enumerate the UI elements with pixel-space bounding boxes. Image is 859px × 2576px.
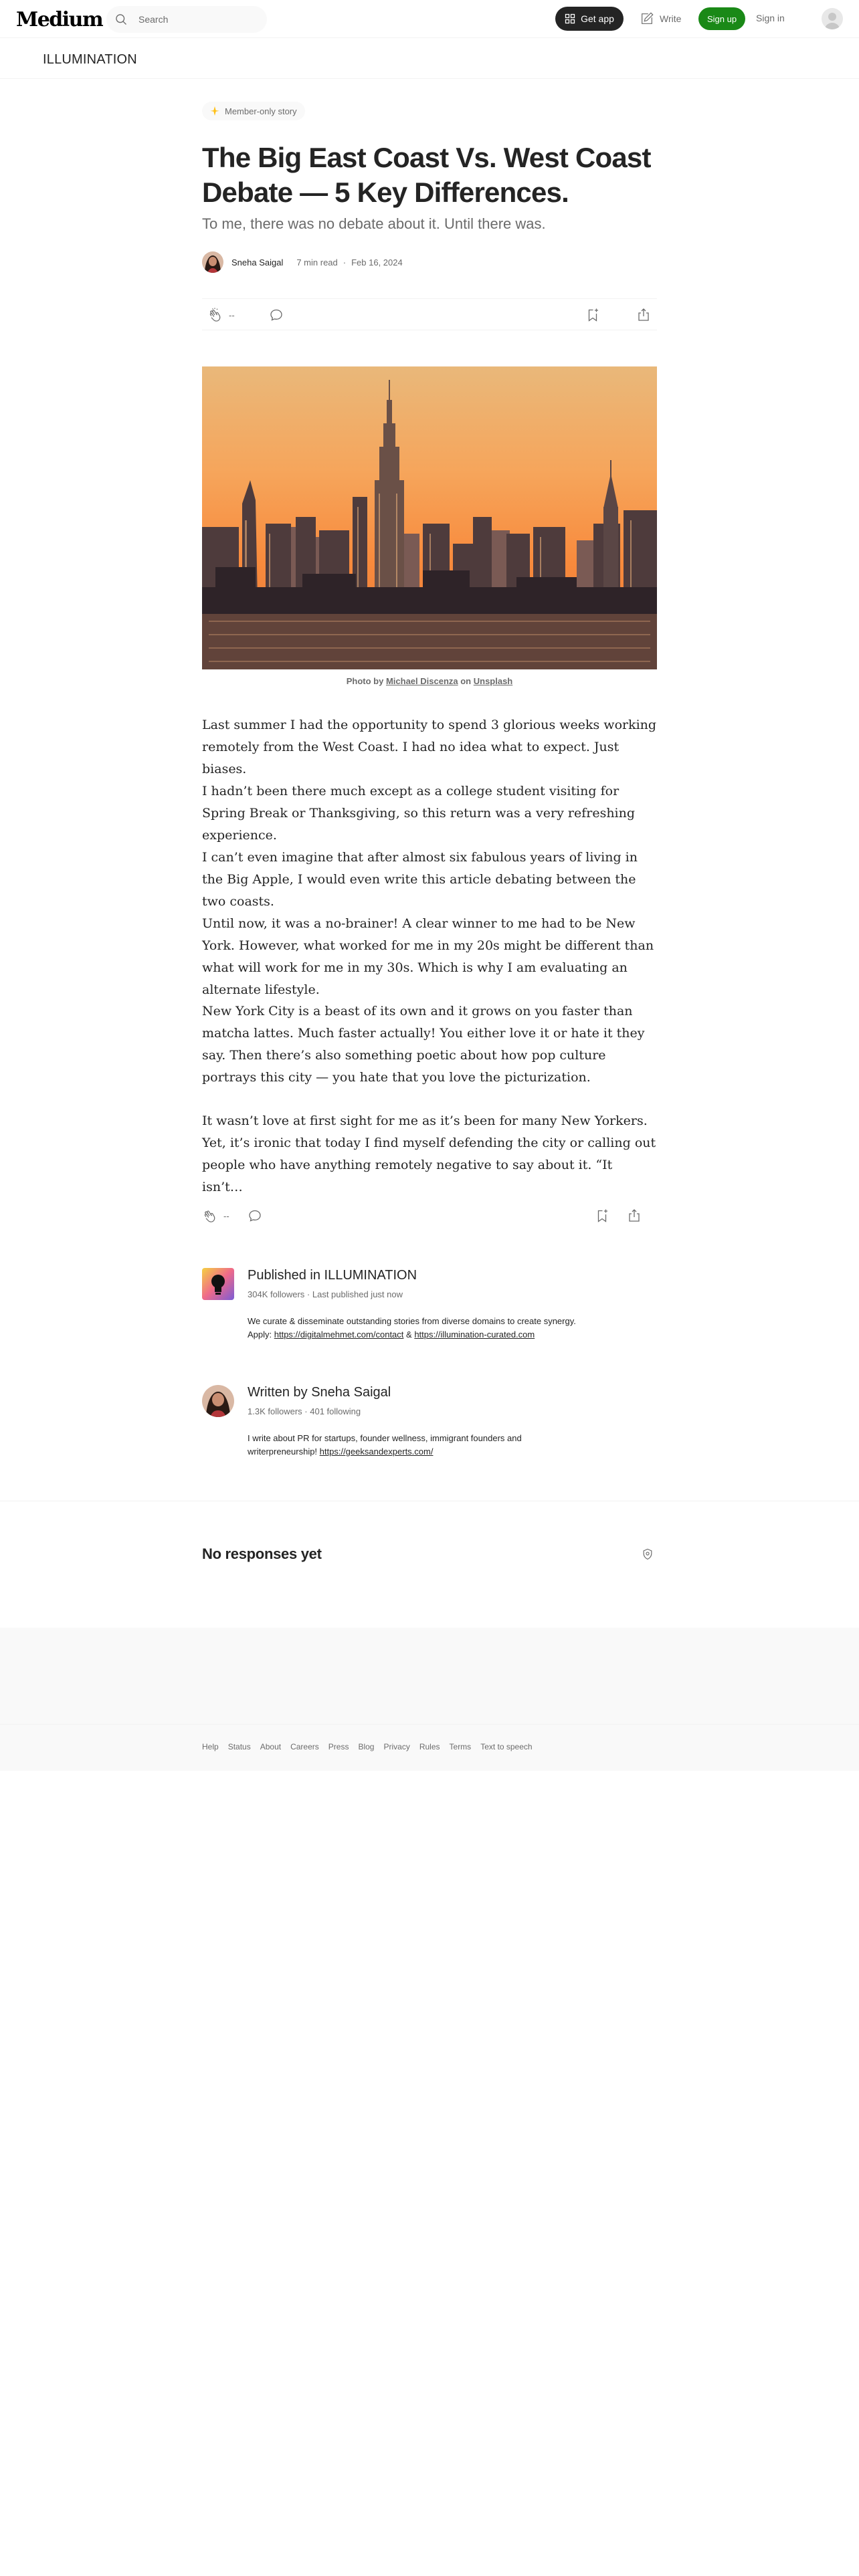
publication-meta — [248, 1289, 403, 1299]
caption-prefix: Photo by — [346, 676, 386, 686]
footer-link-blog[interactable]: Blog — [358, 1742, 375, 1751]
city-skyline-image — [202, 366, 657, 669]
separator-dot: · — [343, 257, 347, 267]
writer-meta — [248, 1406, 361, 1416]
shield-button[interactable] — [641, 1547, 654, 1564]
paragraph: Until now, it was a no-brainer! A clear winner to me had to be New York. However, what worked for me in my 20s might be different than what will work for me in my 30s. Which is why I am evaluating an alternate lifestyle. — [202, 916, 654, 997]
paragraph: Last summer I had the opportunity to spend 3 glorious weeks working remotely from the West Coast. I had no idea what to expect. Just biases. — [202, 718, 657, 776]
comment-icon — [247, 1208, 263, 1224]
writer-description — [248, 1432, 582, 1459]
publication-followers: 304K followers — [248, 1289, 305, 1299]
last-published: Last published just now — [312, 1289, 403, 1299]
write-label: Write — [660, 13, 682, 24]
writer-followers: 1.3K followers — [248, 1406, 302, 1416]
written-by-title[interactable]: Written by Sneha Saigal — [248, 1385, 391, 1400]
bookmark-button[interactable] — [585, 307, 601, 323]
publication-bar — [0, 39, 859, 79]
writer-avatar[interactable] — [202, 1385, 234, 1417]
published-in-section — [202, 1268, 657, 1368]
sign-in-link[interactable]: Sign in — [756, 13, 785, 23]
responses-title: No responses yet — [202, 1545, 322, 1562]
write-button[interactable] — [640, 9, 681, 28]
search-box[interactable] — [106, 6, 267, 33]
share-button-bottom[interactable] — [626, 1208, 642, 1224]
contact-link[interactable]: https://digitalmehmet.com/contact — [274, 1329, 404, 1339]
lightbulb-icon — [202, 1268, 234, 1300]
top-action-bar — [202, 298, 657, 330]
grid-icon — [565, 13, 575, 24]
hero-image — [202, 366, 657, 669]
top-navbar — [0, 0, 859, 38]
bookmark-button-bottom[interactable] — [594, 1208, 610, 1224]
member-only-label: Member-only story — [225, 106, 297, 116]
clap-icon — [207, 307, 223, 323]
publication-desc-mid: & — [403, 1329, 415, 1339]
published-in-title[interactable]: Published in ILLUMINATION — [248, 1268, 417, 1283]
clap-button-bottom[interactable] — [202, 1208, 218, 1224]
publication-desc-text: We curate & disseminate outstanding stories from diverse domains to create synergy. Apply: — [248, 1316, 576, 1339]
star-icon — [210, 106, 219, 116]
photographer-link[interactable]: Michael Discenza — [385, 676, 458, 686]
footer-link-terms[interactable]: Terms — [449, 1742, 472, 1751]
author-name[interactable]: Sneha Saigal — [231, 257, 284, 267]
footer-link-privacy[interactable]: Privacy — [383, 1742, 410, 1751]
paragraph: New York City is a beast of its own and it grows on you faster than matcha lattes. Much faster actually! You either love it or hate it they say. Then there’s also something poetic about how pop culture portrays this city — you hate that you love the picturization. — [202, 1004, 645, 1085]
clap-icon — [202, 1208, 218, 1224]
search-input[interactable] — [138, 11, 259, 27]
clap-count-bottom: -- — [223, 1210, 229, 1221]
bookmark-add-icon — [594, 1208, 610, 1224]
publication-name[interactable]: ILLUMINATION — [43, 52, 137, 67]
byline — [202, 250, 657, 274]
footer-link-press[interactable]: Press — [328, 1742, 349, 1751]
get-app-button[interactable] — [555, 7, 624, 31]
footer — [0, 1724, 859, 1771]
comment-button-bottom[interactable] — [247, 1208, 263, 1224]
share-icon — [626, 1208, 642, 1224]
footer-link-help[interactable]: Help — [202, 1742, 219, 1751]
footer-link-text-to-speech[interactable]: Text to speech — [480, 1742, 533, 1751]
unsplash-link[interactable]: Unsplash — [473, 676, 513, 686]
write-icon — [640, 11, 654, 26]
writer-website-link[interactable]: https://geeksandexperts.com/ — [319, 1446, 434, 1457]
writer-desc-text: I write about PR for startups, founder wellness, immigrant founders and writerpreneurship! — [248, 1433, 522, 1457]
article-title: The Big East Coast Vs. West Coast Debate — 5 Key Differences. — [202, 142, 651, 208]
share-button[interactable] — [636, 307, 652, 323]
publication-description — [248, 1315, 582, 1341]
writer-portrait-icon — [202, 1385, 234, 1417]
separator-dot: · — [304, 1406, 310, 1416]
footer-link-rules[interactable]: Rules — [419, 1742, 440, 1751]
author-portrait-icon — [202, 251, 223, 273]
clap-count: -- — [229, 310, 235, 320]
bottom-action-bar — [202, 1205, 657, 1226]
user-placeholder-icon — [822, 8, 843, 29]
member-only-badge — [202, 102, 305, 120]
caption-mid: on — [458, 676, 474, 686]
user-avatar[interactable] — [822, 8, 843, 29]
publication-logo[interactable] — [202, 1268, 234, 1300]
share-icon — [636, 307, 652, 323]
footer-link-status[interactable]: Status — [227, 1742, 251, 1751]
author-avatar[interactable] — [202, 251, 223, 273]
separator-dot: · — [306, 1289, 312, 1299]
medium-logo[interactable]: Medium — [16, 8, 103, 31]
image-caption — [202, 676, 657, 686]
article-subtitle: To me, there was no debate about it. Until there was. — [202, 215, 546, 232]
paragraph: I hadn’t been there much except as a college student visiting for Spring Break or Thanksgiving, so this return was a very refreshing experience. — [202, 784, 636, 843]
comment-button[interactable] — [268, 307, 284, 323]
clap-button[interactable] — [207, 307, 223, 323]
bookmark-add-icon — [585, 307, 601, 323]
writer-following: 401 following — [310, 1406, 361, 1416]
footer-link-about[interactable]: About — [260, 1742, 282, 1751]
shield-icon — [641, 1547, 654, 1561]
search-icon — [114, 13, 128, 26]
footer-links — [202, 1742, 533, 1751]
footer-link-careers[interactable]: Careers — [290, 1742, 319, 1751]
get-app-label: Get app — [581, 13, 614, 24]
written-by-section — [202, 1385, 657, 1465]
paragraph: It wasn’t love at first sight for me as it’s been for many New Yorkers. Yet, it’s ironic that today I find myself defending the city or calling out people who have anything remotely negative to say about it. “It isn’t… — [202, 1113, 656, 1194]
curated-link[interactable]: https://illumination-curated.com — [414, 1329, 535, 1339]
comment-icon — [268, 307, 284, 323]
publish-date: Feb 16, 2024 — [351, 257, 403, 267]
paragraph: I can’t even imagine that after almost six fabulous years of living in the Big Apple, I would even write this article debating between the two coasts. — [202, 850, 638, 909]
read-time: 7 min read — [296, 257, 338, 267]
sign-up-button[interactable]: Sign up — [698, 7, 745, 30]
